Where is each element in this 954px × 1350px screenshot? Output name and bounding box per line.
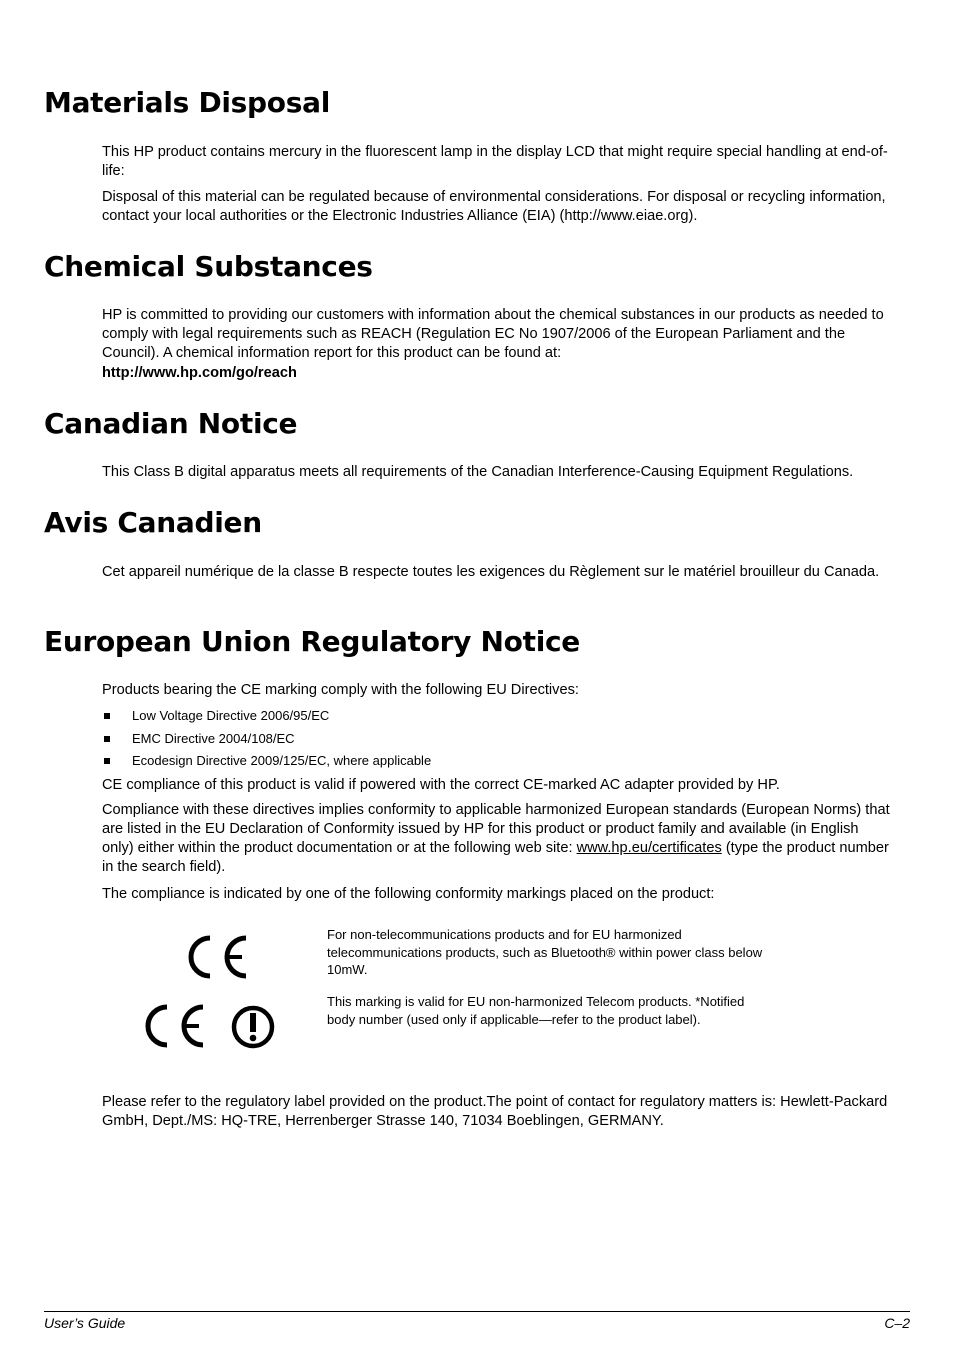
materials-paragraph-1: This HP product contains mercury in the fluorescent lamp in the display LCD that might require special handling at end-of-life:: [102, 144, 888, 179]
footer-page-number: C–2: [884, 1315, 910, 1331]
materials-paragraph-2: Disposal of this material can be regulated because of environmental considerations. For disposal or recycling information, contact your local authorities or the Electronic Industries Alliance (EIA) (http://www.eiae.org).: [102, 189, 886, 224]
bullet-square-icon: [104, 736, 110, 742]
canadian-paragraph: This Class B digital apparatus meets all requirements of the Canadian Interference-Causing Equipment Regulations.: [102, 464, 854, 480]
eu-markings-paragraph: The compliance is indicated by one of the following conformity markings placed on the product:: [102, 886, 715, 902]
alert-class2-icon: [230, 1004, 276, 1050]
mark1-description: For non-telecommunications products and for EU harmonized telecommunications products, such as Bluetooth® within power class below 10mW.: [327, 927, 763, 977]
avis-paragraph: Cet appareil numérique de la classe B respecte toutes les exigences du Règlement sur le matériel brouilleur du Canada.: [102, 564, 880, 580]
eu-intro: Products bearing the CE marking comply with the following EU Directives:: [102, 682, 579, 698]
eu-adapter-paragraph: CE compliance of this product is valid if powered with the correct CE-marked AC adapter provided by HP.: [102, 777, 780, 793]
heading-canadian-notice: Canadian Notice: [44, 407, 298, 440]
chemical-paragraph: HP is committed to providing our customers with information about the chemical substances in our products as needed to comply with legal requirements such as REACH (Regulation EC No 1907/2006 of the European Parliament and the Council). A chemical information report for this product can be found at:: [102, 307, 884, 361]
reach-link[interactable]: http://www.hp.com/go/reach: [102, 365, 297, 381]
directive-label: Ecodesign Directive 2009/125/EC, where applicable: [132, 753, 432, 768]
heading-materials-disposal: Materials Disposal: [44, 86, 330, 119]
heading-eu-regulatory-notice: European Union Regulatory Notice: [44, 625, 580, 658]
compliance-text-tail: (type the product number in the search field).: [102, 840, 889, 875]
bullet-square-icon: [104, 758, 110, 764]
footer-divider: [44, 1311, 910, 1312]
footer-guide-title: User’s Guide: [44, 1315, 126, 1331]
compliance-text: Compliance with these directives implies conformity to applicable harmonized European standards (European Norms) that are listed in the EU Declaration of Conformity issued by HP for this product or product family and available (in English only) either within the product documentation or at the following web site:: [102, 802, 890, 856]
ce-mark-icon: [137, 1002, 207, 1050]
bullet-square-icon: [104, 713, 110, 719]
heading-chemical-substances: Chemical Substances: [44, 250, 373, 283]
ce-mark-icon: [180, 933, 250, 981]
eu-compliance-paragraph: [102, 801, 894, 877]
directive-label: EMC Directive 2004/108/EC: [132, 730, 295, 746]
directive-label: Low Voltage Directive 2006/95/EC: [132, 708, 330, 723]
eu-contact-paragraph: Please refer to the regulatory label provided on the product.The point of contact for regulatory matters is: Hewlett-Packard GmbH, Dept./MS: HQ-TRE, Herrenberger Strasse 140, 71034 Boeblingen, GERMANY.: [102, 1094, 888, 1129]
heading-avis-canadien: Avis Canadien: [44, 506, 262, 539]
mark2-description: This marking is valid for EU non-harmonized Telecom products. *Notified body number (used only if applicable—refer to the product label).: [327, 994, 745, 1027]
certificates-link[interactable]: www.hp.eu/certificates: [576, 840, 722, 856]
